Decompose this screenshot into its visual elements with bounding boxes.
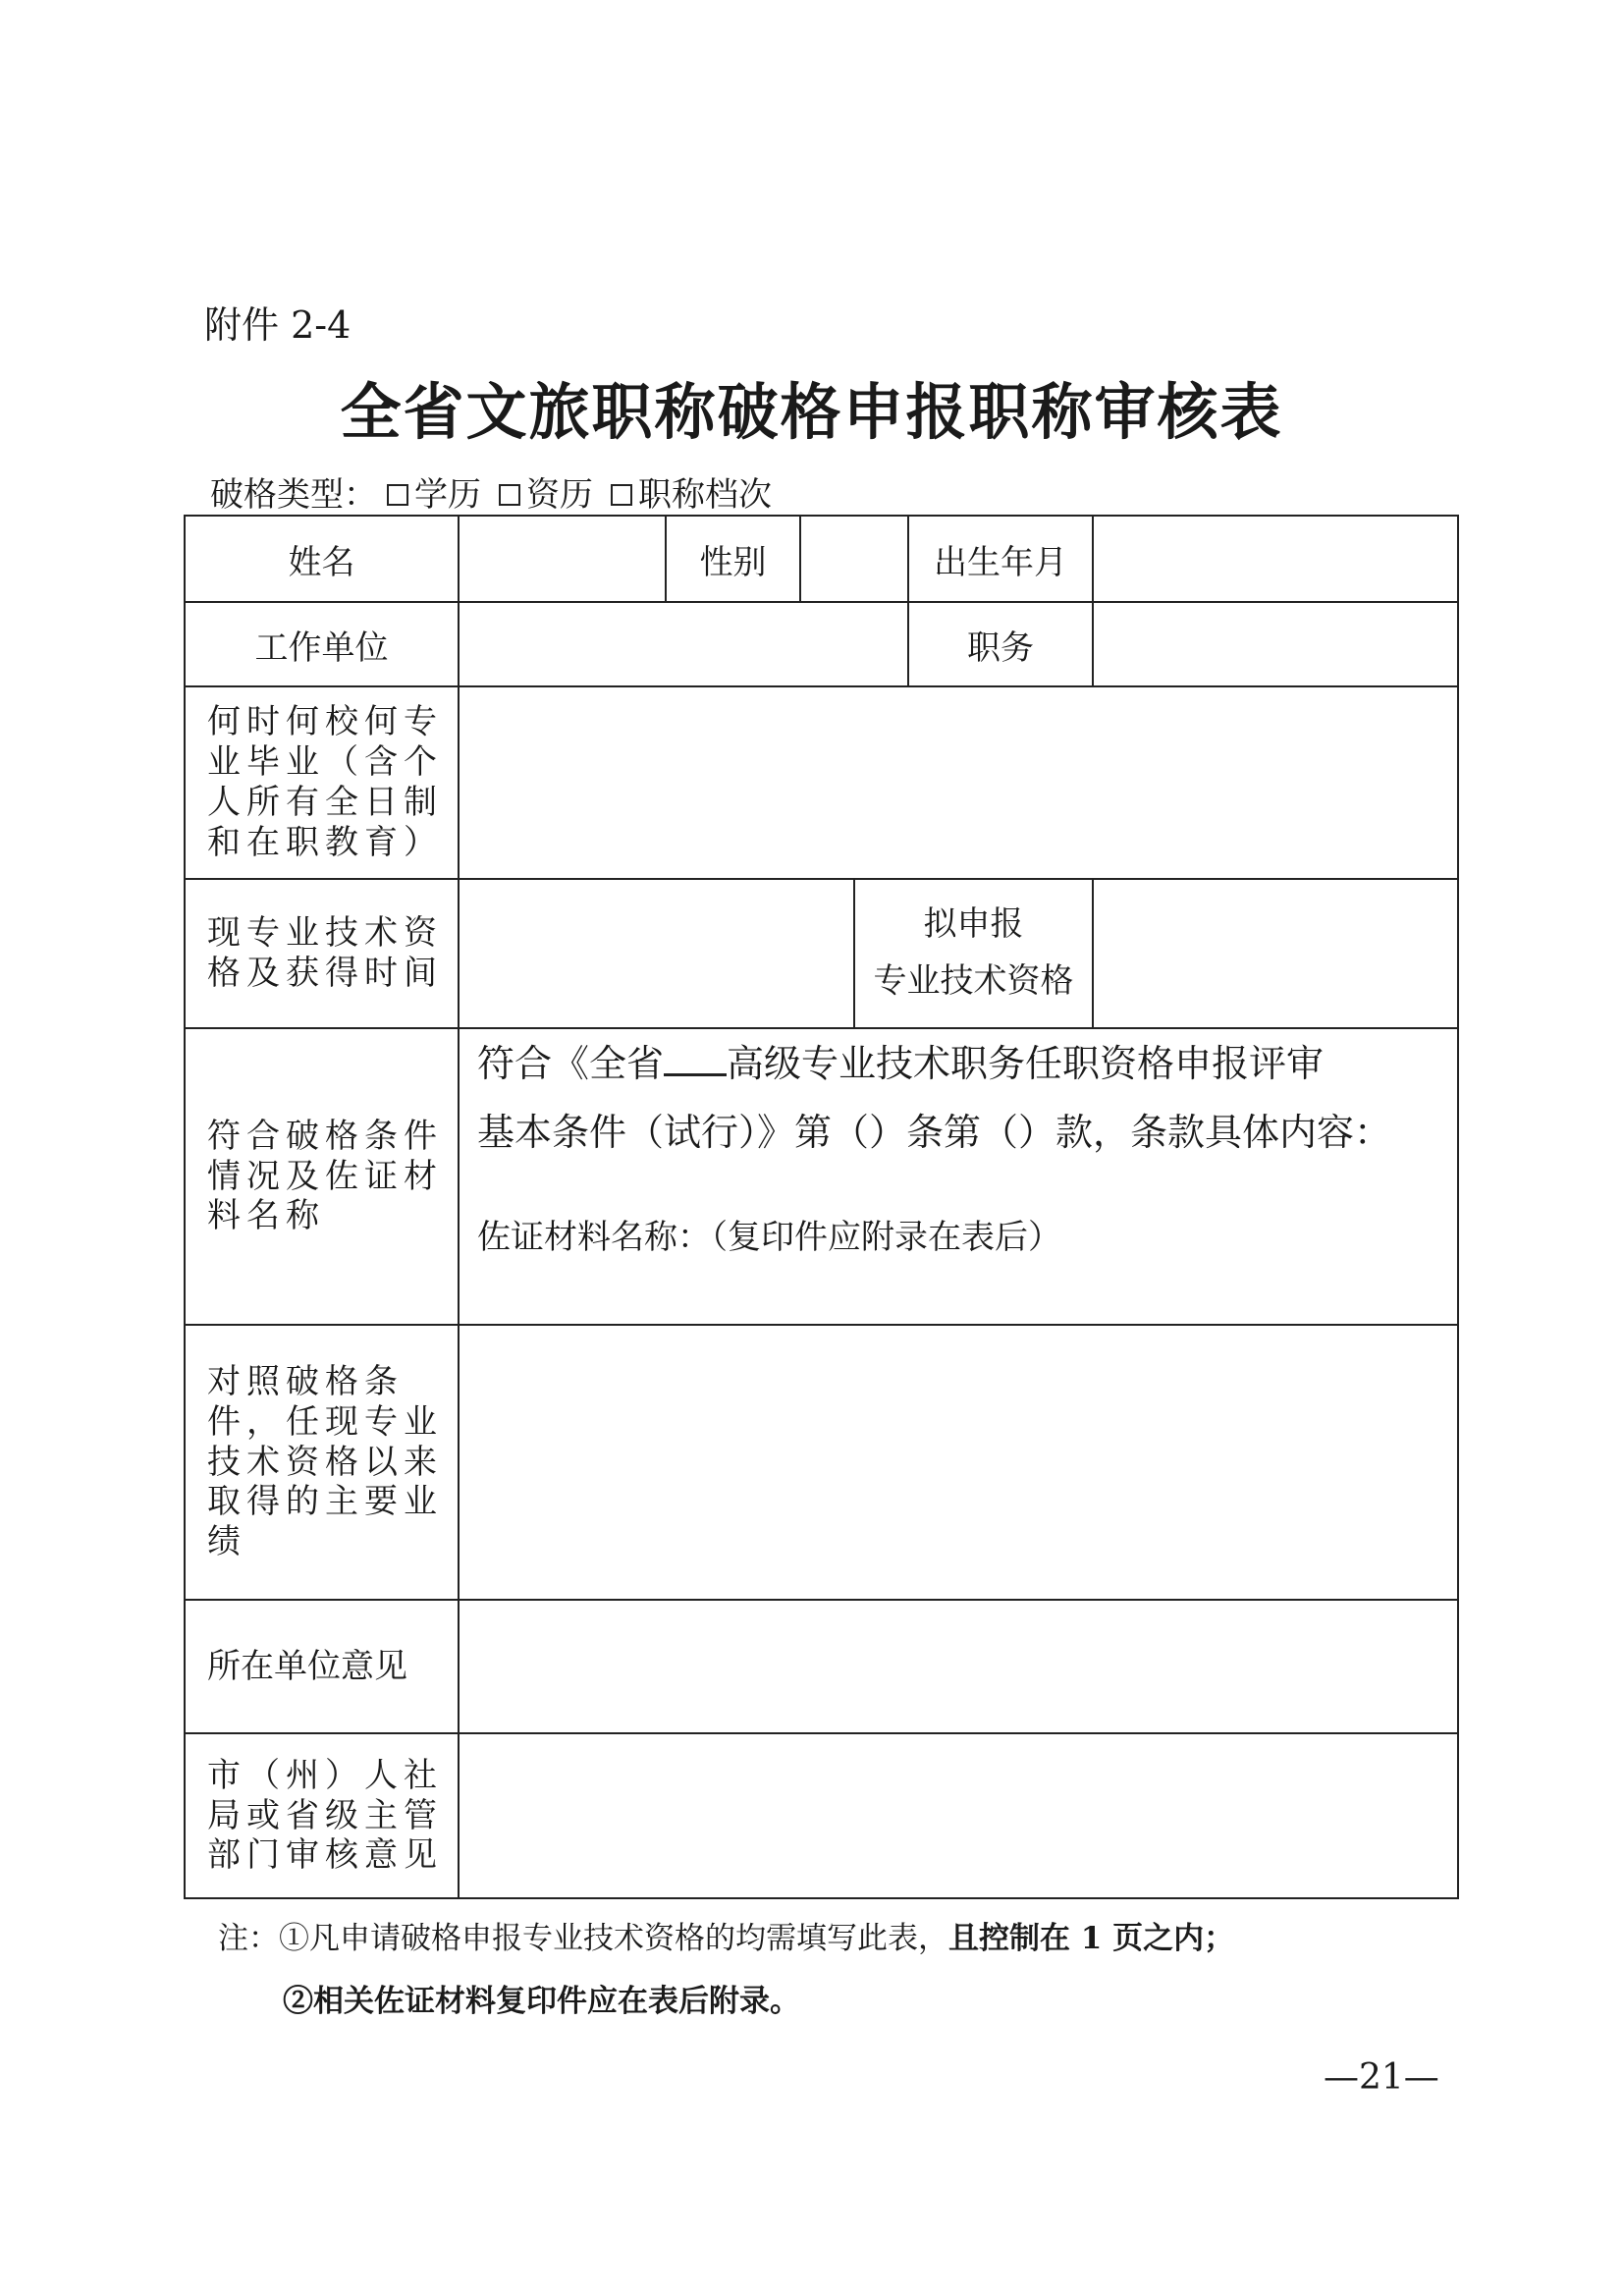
checkbox-title-level[interactable] [611, 484, 632, 506]
gender-label: 性别 [666, 516, 800, 602]
option-experience: 资历 [526, 475, 593, 515]
proposed-qualification-line-2: 专业技术资格 [873, 961, 1074, 1001]
checkbox-education[interactable] [387, 484, 408, 506]
conditions-line-3: 佐证材料名称：（复印件应附录在表后） [477, 1218, 1061, 1257]
unit-opinion-field[interactable] [459, 1600, 1458, 1733]
conditions-label: 符合破格条件情况及佐证材料名称 [185, 1028, 459, 1325]
review-form-table [184, 515, 1459, 1899]
name-label: 姓名 [185, 516, 459, 602]
province-blank[interactable] [664, 1044, 727, 1076]
work-unit-label: 工作单位 [185, 602, 459, 686]
unit-opinion-label: 所在单位意见 [185, 1600, 459, 1733]
current-qualification-label: 现专业技术资格及获得时间 [185, 879, 459, 1028]
conditions-line-1: 符合《全省 高级专业技术职务任职资格申报评审 [477, 1042, 1325, 1085]
gender-field[interactable] [800, 516, 908, 602]
break-type-row [210, 467, 772, 516]
attachment-label: 附件 2-4 [204, 303, 352, 347]
conditions-content[interactable] [459, 1028, 1458, 1325]
page-title: 全省文旅职称破格申报职称审核表 [340, 376, 1283, 448]
achievements-label: 对照破格条件，任现专业技术资格以来取得的主要业绩 [185, 1325, 459, 1600]
review-opinion-label: 市（州）人社局或省级主管部门审核意见 [185, 1733, 459, 1898]
education-label: 何时何校何专业毕业（含个人所有全日制和在职教育） [185, 686, 459, 879]
proposed-qualification-label [854, 879, 1093, 1028]
birth-label: 出生年月 [908, 516, 1093, 602]
birth-field[interactable] [1093, 516, 1458, 602]
proposed-qualification-line-1: 拟申报 [923, 904, 1024, 945]
break-type-label: 破格类型： [210, 475, 377, 515]
note-2: ②相关佐证材料复印件应在表后附录。 [283, 1984, 800, 2019]
work-unit-field[interactable] [459, 602, 908, 686]
proposed-qualification-field[interactable] [1093, 879, 1458, 1028]
name-field[interactable] [459, 516, 666, 602]
current-qualification-field[interactable] [459, 879, 854, 1028]
note-1: 注：①凡申请破格申报专业技术资格的均需填写此表，且控制在 1 页之内； [218, 1921, 1235, 1956]
option-education: 学历 [414, 475, 481, 515]
option-title-level: 职称档次 [638, 475, 772, 515]
checkbox-experience[interactable] [499, 484, 520, 506]
page-number: —21— [1324, 2057, 1439, 2098]
position-field[interactable] [1093, 602, 1458, 686]
education-field[interactable] [459, 686, 1458, 879]
review-opinion-field[interactable] [459, 1733, 1458, 1898]
conditions-line-2: 基本条件（试行）》第（）条第（）款，条款具体内容： [477, 1110, 1392, 1154]
achievements-field[interactable] [459, 1325, 1458, 1600]
position-label: 职务 [908, 602, 1093, 686]
